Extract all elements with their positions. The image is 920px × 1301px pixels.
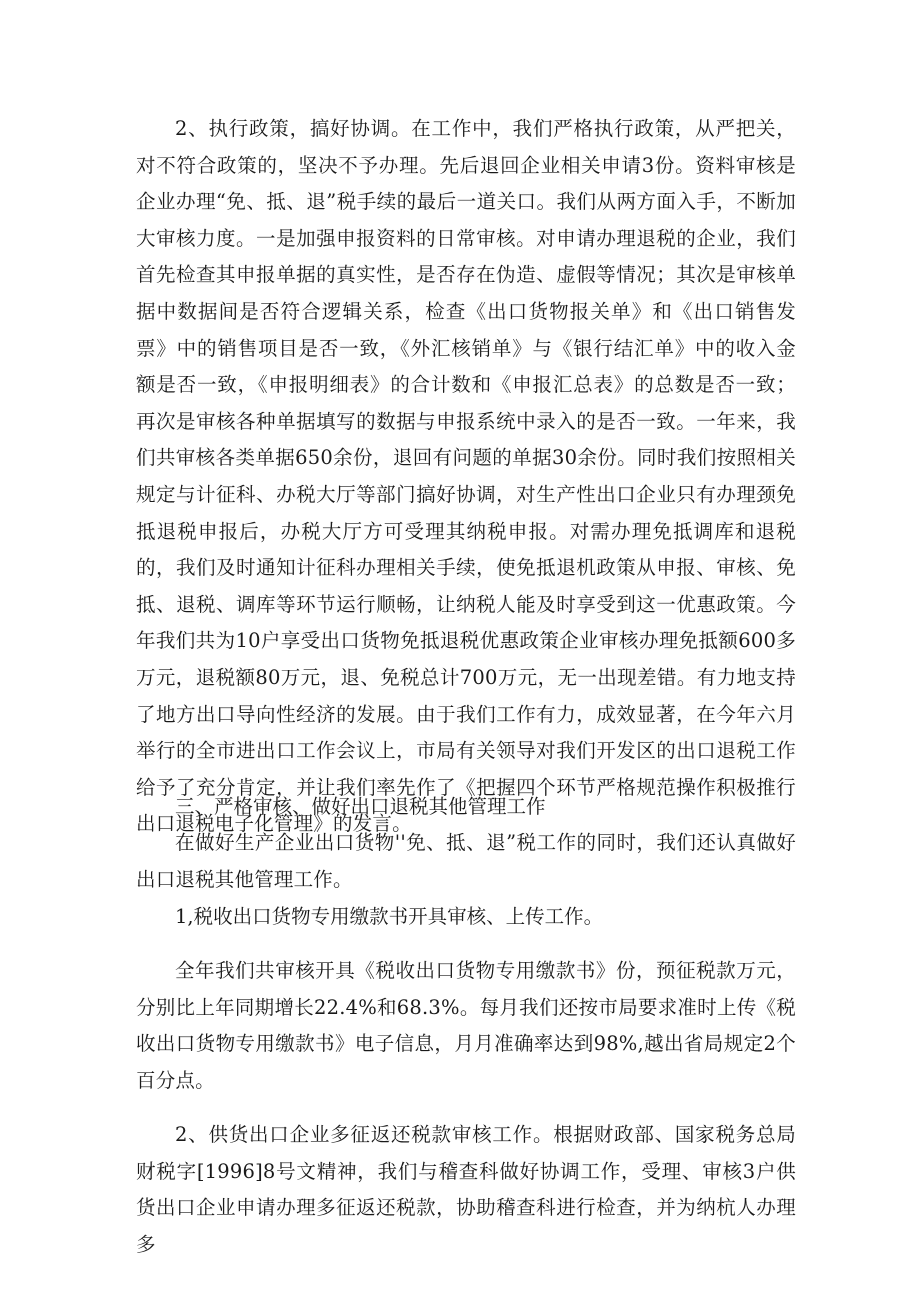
subheading-payment-book: 1,税收出口货物专用缴款书开具审核、上传工作。 [175, 905, 604, 928]
paragraph-other-management: 在做好生产企业出口货物''免、抵、退”税工作的同时，我们还认真做好出口退税其他管理工作。 [136, 831, 796, 891]
paragraph-payment-book-review: 全年我们共审核开具《税收出口货物专用缴款书》份，预征税款万元，分别比上年同期增长22.4%和68.3%。每月我们还按市局要求准时上传《税收出口货物专用缴款书》电子信息，月月准确率达到98%,越出省局规定2个百分点。 [136, 959, 796, 1092]
paragraph-execute-policy: 2、执行政策，搞好协调。在工作中，我们严格执行政策，从严把关，对不符合政策的，坚决不予办理。先后退回企业相关申请3份。资料审核是企业办理“免、抵、退”税手续的最后一道关口。我们从两方面入手，不断加大审核力度。一是加强申报资料的日常审核。对申请办理退税的企业，我们首先检查其申报单据的真实性，是否存在伪造、虚假等情况；其次是审核单据中数据间是否符合逻辑关系，检查《出口货物报关单》和《出口销售发票》中的销售项目是否一致，《外汇核销单》与《银行结汇单》中的收入金额是否一致，《申报明细表》的合计数和《申报汇总表》的总数是否一致；再次是审核各种单据填写的数据与申报系统中录入的是否一致。一年来，我们共审核各类单据650余份，退回有问题的单据30余份。同时我们按照相关规定与计征科、办税大厅等部门搞好协调，对生产性出口企业只有办理颈免抵退税申报后，办税大厅方可受理其纳税申报。对需办理免抵调库和退税的，我们及时通知计征科办理相关手续，使免抵退机政策从申报、审核、免抵、退税、调库等环节运行顺畅，让纳税人能及时享受到这一优惠政策。今年我们共为10户享受出口货物免抵退税优惠政策企业审核办理免抵额600多万元，退税额80万元，退、免税总计700万元，无一出现差错。有力地支持了地方出口导向性经济的发展。由于我们工作有力，成效显著，在今年六月举行的全市进出口工作会议上，市局有关领导对我们开发区的出口退税工作给予了充分肯定，并让我们率先作了《把握四个环节严格规范操作积极推行出口退税电子化管理》的发言。 [136, 117, 796, 836]
section-heading-three: 三、严格审核、做好出口退税其他管理工作 [175, 795, 546, 818]
paragraph-refund-review: 2、供货出口企业多征返还税款审核工作。根据财政部、国家税务总局财税字[1996]8号文精神，我们与稽查科做好协调工作，受理、审核3户供货出口企业申请办理多征返还税款，协助稽查科进行检查，并为纳杭人办理多 [136, 1123, 796, 1256]
